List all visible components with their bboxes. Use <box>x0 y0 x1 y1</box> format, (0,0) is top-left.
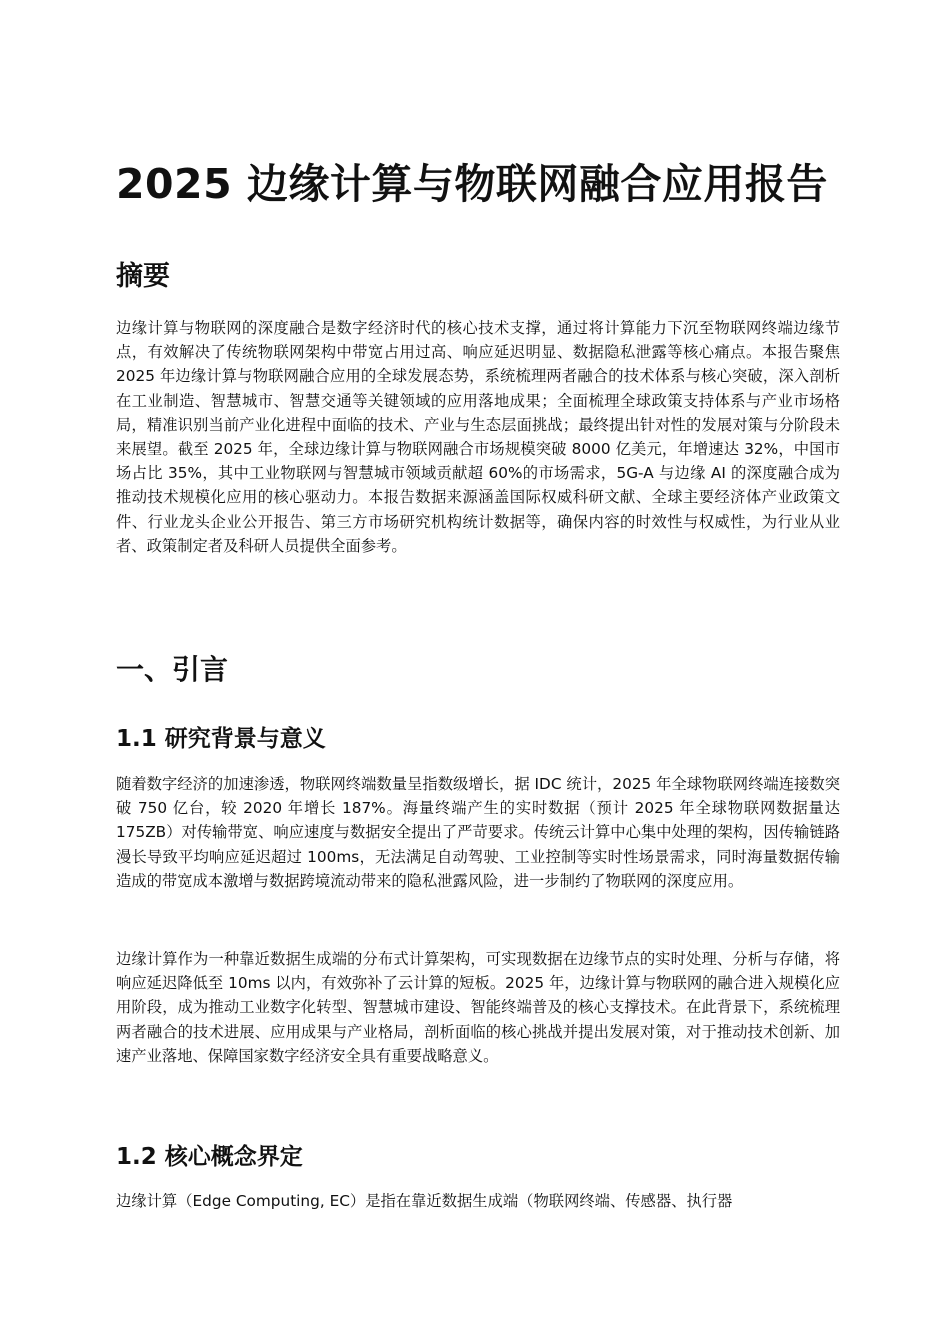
background-paragraph-1: 随着数字经济的加速渗透，物联网终端数量呈指数级增长，据 IDC 统计，2025 年全球物联网终端连接数突破 750 亿台，较 2020 年增长 187%。海量终端产生的实时数据（预计 2025 年全球物联网数据量达 175ZB）对传输带宽、响应速度与数据安全提出了严苛要求。传统云计算中心集中处理的架构，因传输链路漫长导致平均响应延迟超过 100ms，无法满足自动驾驶、工业控制等实时性场景需求，同时海量数据传输造成的带宽成本激增与数据跨境流动带来的隐私泄露风险，进一步制约了物联网的深度应用。 <box>116 775 840 890</box>
subsection-heading-concepts: 1.2 核心概念界定 <box>116 1144 303 1170</box>
abstract-heading: 摘要 <box>116 261 170 292</box>
background-paragraph-2: 边缘计算作为一种靠近数据生成端的分布式计算架构，可实现数据在边缘节点的实时处理、分析与存储，将响应延迟降低至 10ms 以内，有效弥补了云计算的短板。2025 年，边缘计算与物联网的融合进入规模化应用阶段，成为推动工业数字化转型、智慧城市建设、智能终端普及的核心支撑技术。在此背景下，系统梳理两者融合的技术进展、应用成果与产业格局，剖析面临的核心挑战并提出发展对策，对于推动技术创新、加速产业落地、保障国家数字经济安全具有重要战略意义。 <box>116 950 840 1065</box>
abstract-paragraph: 边缘计算与物联网的深度融合是数字经济时代的核心技术支撑，通过将计算能力下沉至物联网终端边缘节点，有效解决了传统物联网架构中带宽占用过高、响应延迟明显、数据隐私泄露等核心痛点。本报告聚焦 2025 年边缘计算与物联网融合应用的全球发展态势，系统梳理两者融合的技术体系与核心突破，深入剖析在工业制造、智慧城市、智慧交通等关键领域的应用落地成果；全面梳理全球政策支持体系与产业市场格局，精准识别当前产业化进程中面临的技术、产业与生态层面挑战；最终提出针对性的发展对策与分阶段未来展望。截至 2025 年，全球边缘计算与物联网融合市场规模突破 8000 亿美元，年增速达 32%，中国市场占比 35%，其中工业物联网与智慧城市领域贡献超 60%的市场需求，5G-A 与边缘 AI 的深度融合成为推动技术规模化应用的核心驱动力。本报告数据来源涵盖国际权威科研文献、全球主要经济体产业政策文件、行业龙头企业公开报告、第三方市场研究机构统计数据等，确保内容的时效性与权威性，为行业从业者、政策制定者及科研人员提供全面参考。 <box>116 319 840 555</box>
section-heading-introduction: 一、引言 <box>116 653 229 686</box>
concepts-paragraph-1: 边缘计算（Edge Computing, EC）是指在靠近数据生成端（物联网终端、传感器、执行器 <box>116 1192 733 1210</box>
subsection-heading-background: 1.1 研究背景与意义 <box>116 726 326 752</box>
document-title: 2025 边缘计算与物联网融合应用报告 <box>116 160 828 208</box>
